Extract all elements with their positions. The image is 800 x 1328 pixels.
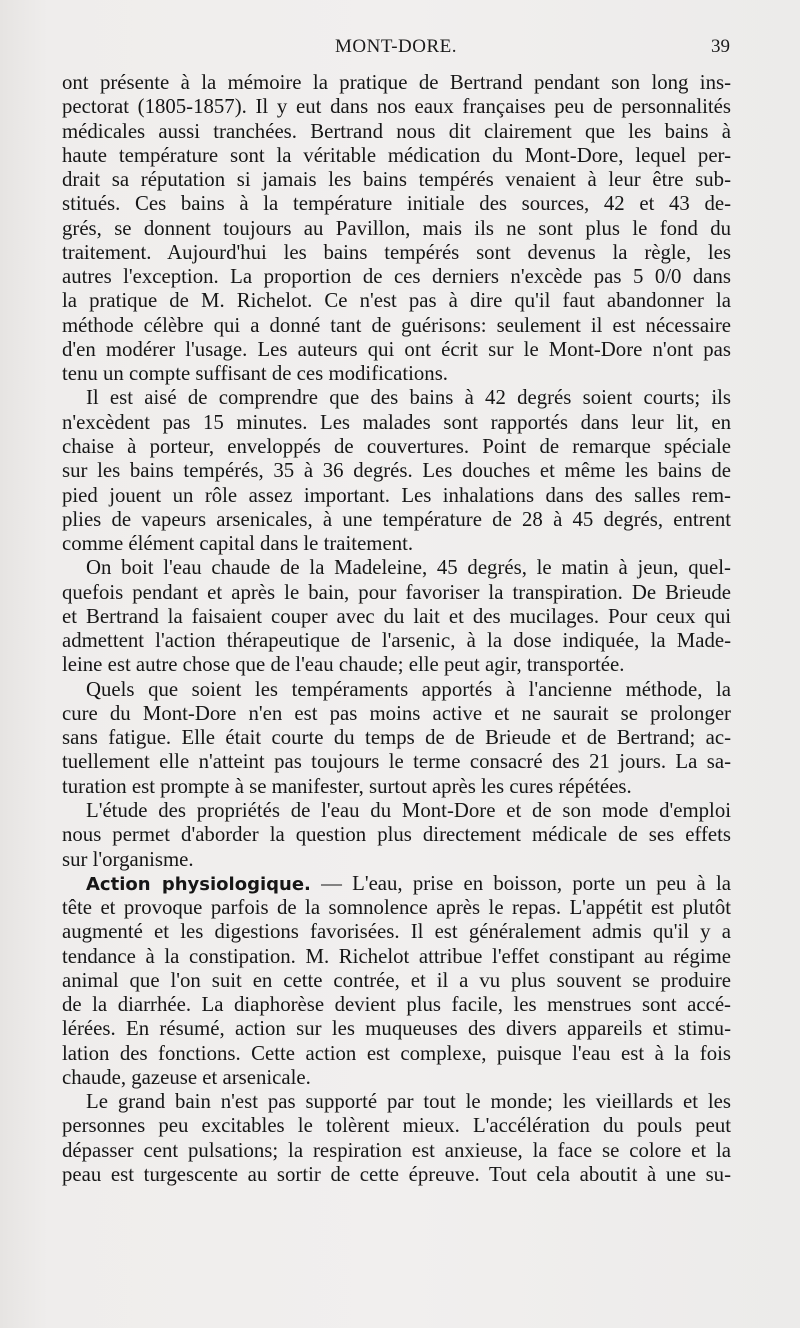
- text-line: admettent l'action thérapeutique de l'arsenic, à la dose indiquée, la Made-: [62, 629, 731, 653]
- paragraph: [62, 71, 731, 386]
- text-line: stitués. Ces bains à la température initiale des sources, 42 et 43 de-: [62, 192, 731, 216]
- text-line: n'excèdent pas 15 minutes. Les malades sont rapportés dans leur lit, en: [62, 410, 731, 434]
- paragraph: [62, 386, 731, 556]
- text-line: d'en modérer l'usage. Les auteurs qui ont écrit sur le Mont-Dore n'ont pas: [62, 337, 731, 361]
- text-line: médicales aussi tranchées. Bertrand nous dit clairement que les bains à: [62, 119, 731, 143]
- running-title: MONT-DORE.: [335, 36, 457, 57]
- text-line: Le grand bain n'est pas supporté par tout le monde; les vieillards et les: [86, 1090, 731, 1114]
- text-line: ont présente à la mémoire la pratique de Bertrand pendant son long ins-: [62, 71, 731, 94]
- text-line: plies de vapeurs arsenicales, à une température de 28 à 45 degrés, entrent: [62, 507, 731, 531]
- text-line: haute température sont la véritable médication du Mont-Dore, lequel per-: [62, 143, 731, 167]
- text-line: chaude, gazeuse et arsenicale.: [62, 1065, 311, 1089]
- body-text: [62, 71, 731, 1187]
- text-line: lation des fonctions. Cette action est complexe, puisque l'eau est à la fois: [62, 1041, 731, 1065]
- text-line: personnes peu excitables le tolèrent mieux. L'accélération du pouls peut: [62, 1114, 731, 1138]
- text-line: tête et provoque parfois de la somnolence après le repas. L'appétit est plutôt: [62, 896, 731, 920]
- text-line: la pratique de M. Richelot. Ce n'est pas à dire qu'il faut abandonner la: [62, 289, 731, 313]
- text-line: cure du Mont-Dore n'en est pas moins active et ne saurait se prolonger: [62, 701, 731, 725]
- text-line: L'étude des propriétés de l'eau du Mont-Dore et de son mode d'emploi: [86, 798, 731, 822]
- text-line: turation est prompte à se manifester, surtout après les cures répétées.: [62, 774, 632, 798]
- text-line: sur les bains tempérés, 35 à 36 degrés. Les douches et même les bains de: [62, 459, 731, 483]
- text-line: animal que l'on suit en cette contrée, et il a vu plus souvent se produire: [62, 968, 731, 992]
- text-line: Il est aisé de comprendre que des bains à 42 degrés soient courts; ils: [86, 386, 731, 410]
- text-line: drait sa réputation si jamais les bains tempérés venaient à leur être sub-: [62, 168, 731, 192]
- section-run-in-heading: Action physiologique.: [86, 873, 311, 895]
- text-line: pectorat (1805-1857). Il y eut dans nos eaux françaises peu de personnalités: [62, 95, 731, 119]
- text-line: chaise à porteur, enveloppés de couvertures. Point de remarque spéciale: [62, 434, 731, 458]
- text-line: sur l'organisme.: [62, 847, 194, 871]
- text-line: tendance à la constipation. M. Richelot attribue l'effet constipant au régime: [62, 944, 731, 968]
- paragraph: [62, 1090, 731, 1187]
- text-line: autres l'exception. La proportion de ces derniers n'excède pas 5 0/0 dans: [62, 265, 731, 289]
- text-line: dépasser cent pulsations; la respiration est anxieuse, la face se colore et la: [62, 1138, 731, 1162]
- paragraph: [62, 799, 731, 872]
- paragraph: [62, 556, 731, 677]
- text-line: nous permet d'aborder la question plus directement médicale de ses effets: [62, 823, 731, 847]
- paragraph: [62, 872, 731, 1090]
- text-line: On boit l'eau chaude de la Madeleine, 45 degrés, le matin à jeun, quel-: [86, 556, 731, 580]
- text-line: tuellement elle n'atteint pas toujours le terme consacré des 21 jours. La sa-: [62, 750, 731, 774]
- text-line: et Bertrand la faisaient couper avec du lait et des mucilages. Pour ceux qui: [62, 604, 731, 628]
- text-line: augmenté et les digestions favorisées. Il est généralement admis qu'il y a: [62, 920, 731, 944]
- text-line: Quels que soient les tempéraments apportés à l'ancienne méthode, la: [86, 677, 731, 701]
- text-line: peau est turgescente au sortir de cette épreuve. Tout cela aboutit à une su-: [62, 1162, 731, 1186]
- text-line: pied jouent un rôle assez important. Les inhalations dans des salles rem-: [62, 483, 731, 507]
- text-line: [62, 872, 731, 896]
- page-number: 39: [711, 36, 730, 57]
- text-line: leine est autre chose que de l'eau chaude; elle peut agir, transportée.: [62, 653, 625, 677]
- text-line: comme élément capital dans le traitement.: [62, 532, 414, 556]
- paragraph: [62, 678, 731, 799]
- text-line: méthode célèbre qui a donné tant de guérisons: seulement il est nécessaire: [62, 313, 731, 337]
- text-line: tenu un compte suffisant de ces modifications.: [62, 362, 449, 386]
- text-line: lérées. En résumé, action sur les muqueuses des divers appareils et stimu-: [62, 1017, 731, 1041]
- text-line: sans fatigue. Elle était courte du temps de de Brieude et de Bertrand; ac-: [62, 726, 731, 750]
- text-line: traitement. Aujourd'hui les bains tempérés sont devenus la règle, les: [62, 240, 731, 264]
- text-line: quefois pendant et après le bain, pour favoriser la transpiration. De Brieude: [62, 580, 731, 604]
- run-in-continuation: — L'eau, prise en boisson, porte un peu à la: [310, 871, 732, 895]
- text-line: de la diarrhée. La diaphorèse devient plus facile, les menstrues sont accé-: [62, 993, 731, 1017]
- text-line: grés, se donnent toujours au Pavillon, mais ils ne sont plus le fond du: [62, 216, 731, 240]
- page-header: [62, 36, 730, 62]
